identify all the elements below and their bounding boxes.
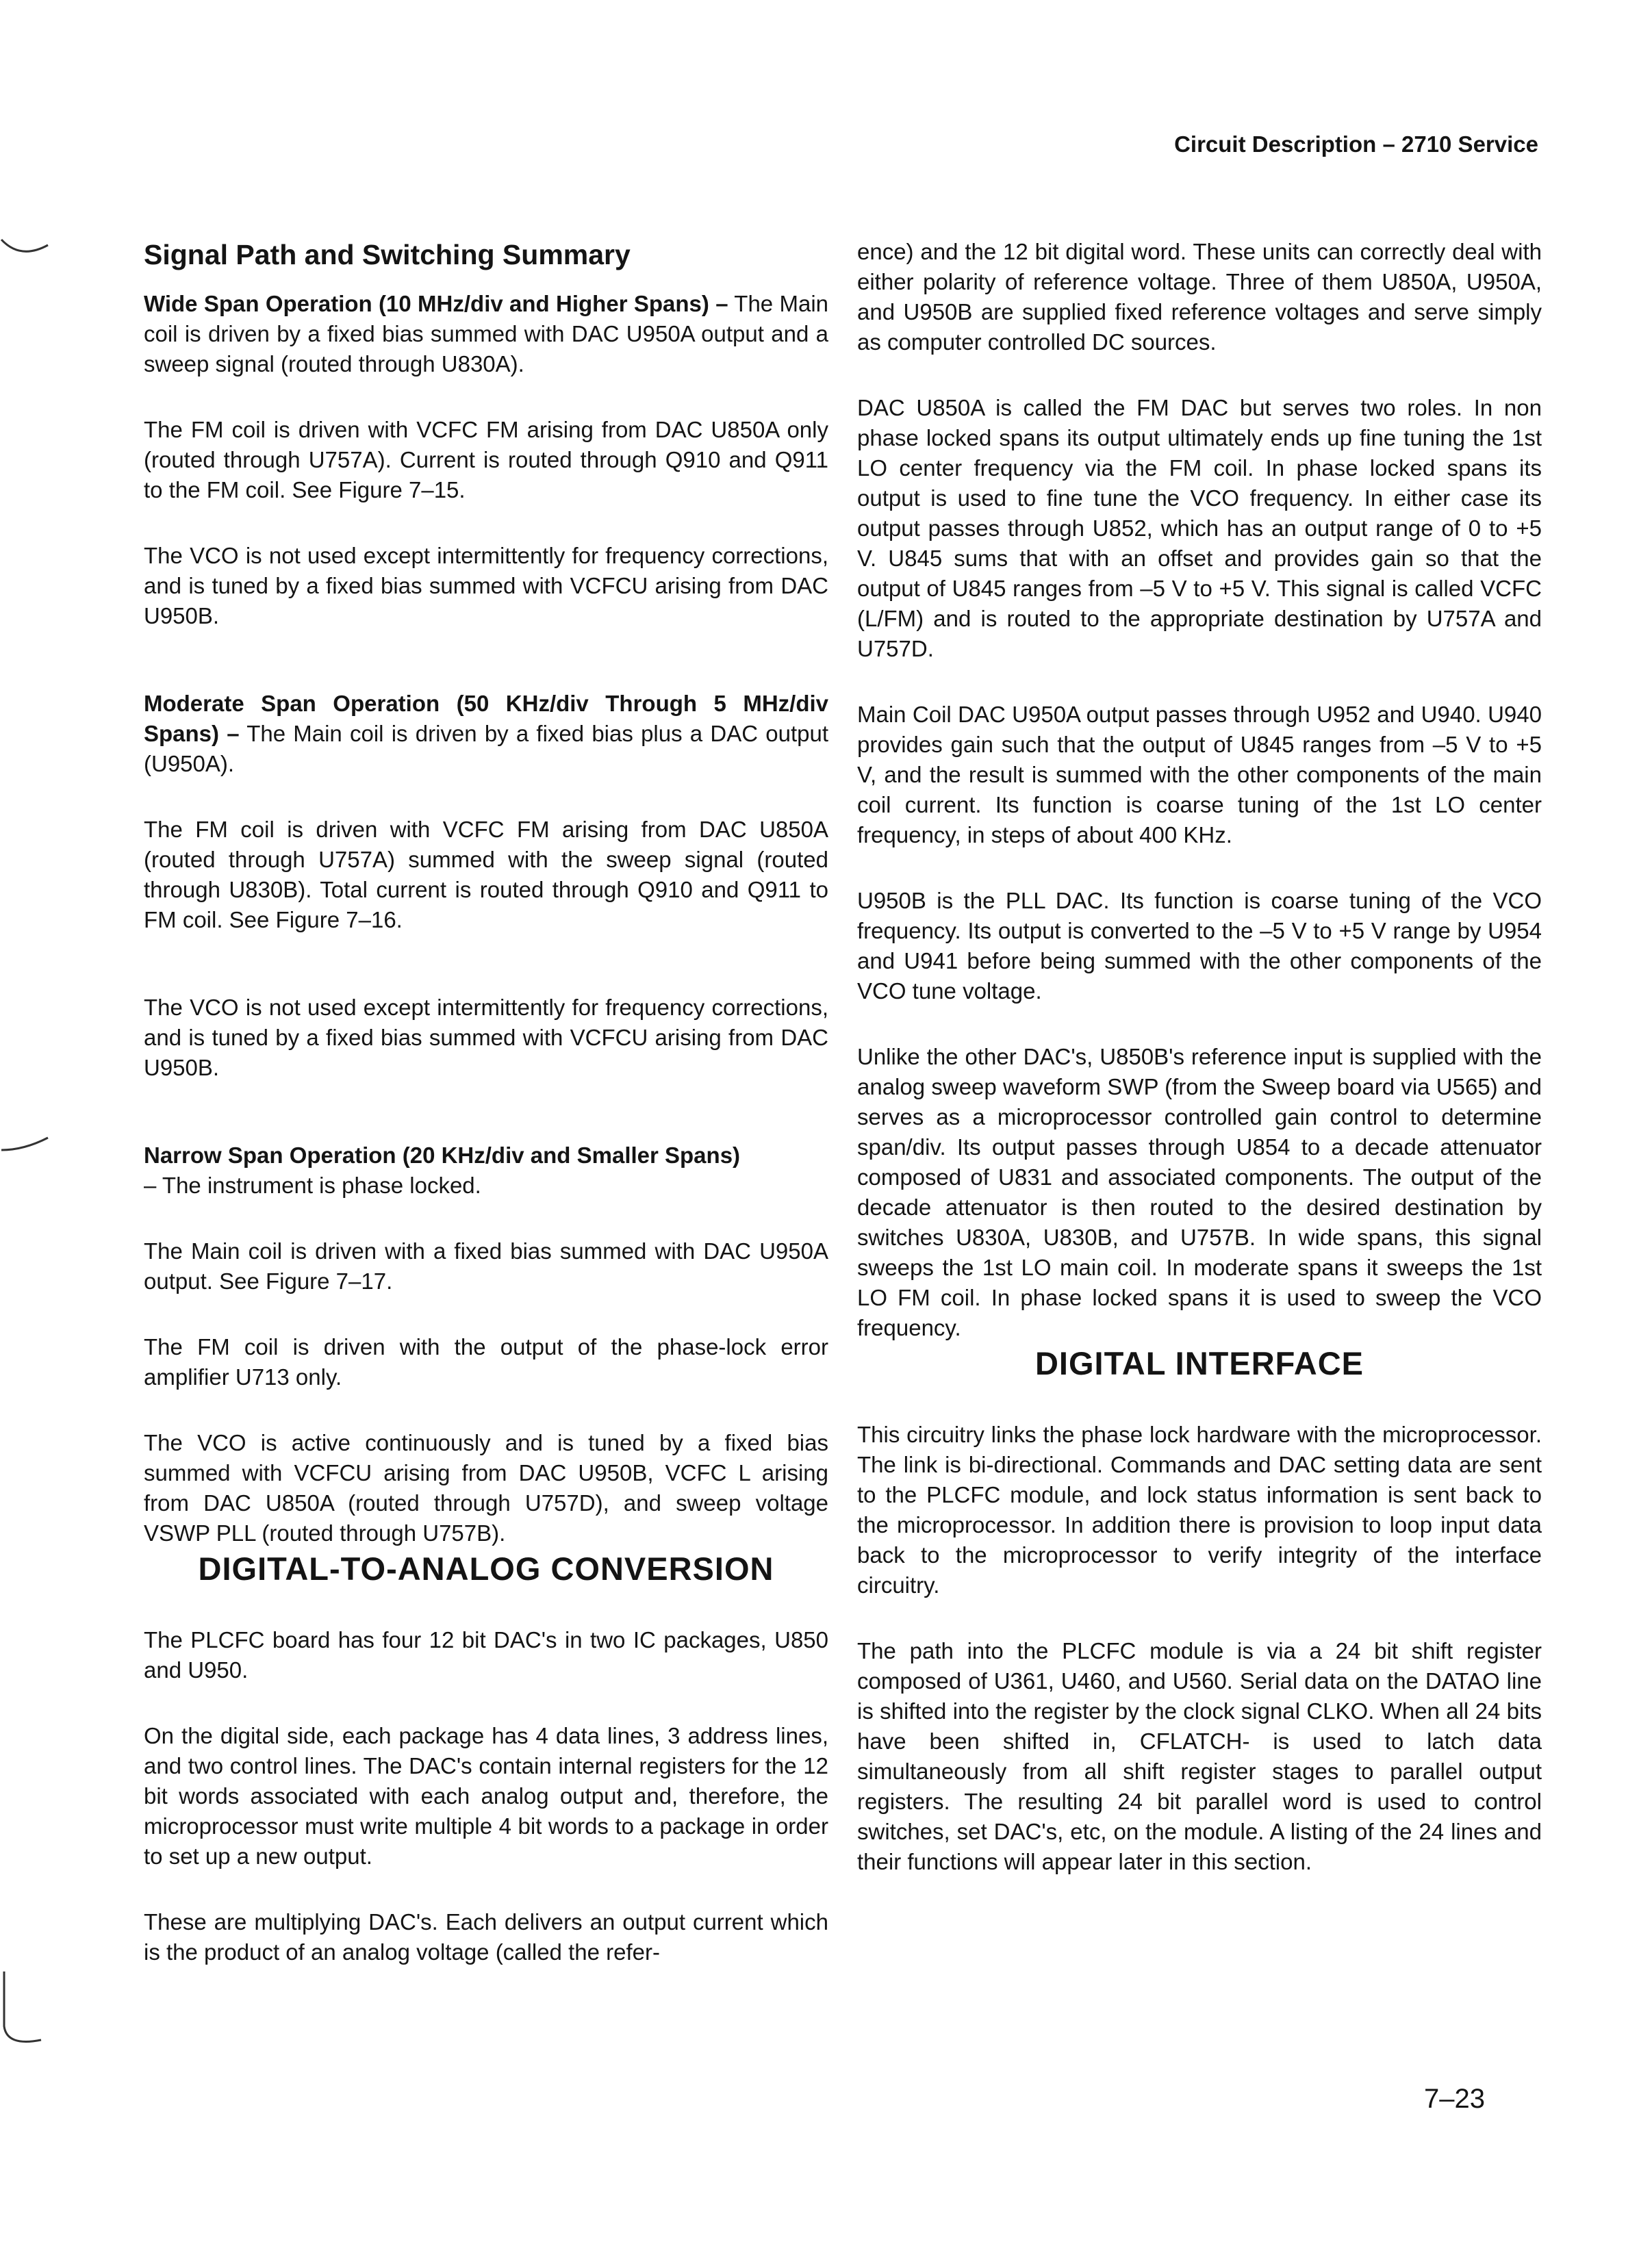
sweep-dac-paragraph: Unlike the other DAC's, U850B's reference input is supplied with the analog sweep waveform SWP (from the Sweep board via U565) and serves as a microprocessor controlled gain control to determine span/div. Its output passes through U854 to a decade attenuator composed of U831 and associated components. The output of the decade attenuator is then routed to the desired destination by switches U830A, U830B, and U757B. In wide spans, this signal sweeps the 1st LO main coil. In moderate spans it sweeps the 1st LO FM coil. In phase locked spans it is used to sweep the VCO frequency. [857,1044,1542,1340]
moderate-span-vco-paragraph: The VCO is not used except intermittently for frequency corrections, and is tuned by a fixed bias summed with VCFCU arising from DAC U950B. [144,995,828,1080]
moderate-span-heading: Moderate Span Operation (50 KHz/div Through 5 MHz/div Spans) – [144,691,828,746]
binding-mark-icon [0,1971,55,2054]
narrow-span-main-paragraph: The Main coil is driven with a fixed bias summed with DAC U950A output. See Figure 7–17. [144,1238,828,1294]
digital-interface-paragraph-1: This circuitry links the phase lock hardware with the microprocessor. The link is bi-directional. Commands and DAC setting data are sent to the PLCFC module, and lock status information is sent back to the microprocessor. In addition there is provision to loop input data back to the microprocessor to verify integrity of the interface circuitry. [857,1422,1542,1598]
wide-span-fm-paragraph: The FM coil is driven with VCFC FM arising from DAC U850A only (routed through U757A). Current is routed through Q910 and Q911 to the FM coil. See Figure 7–15. [144,417,828,502]
binding-mark-icon [0,226,55,281]
narrow-span-fm-paragraph: The FM coil is driven with the output of the phase-lock error amplifier U713 only. [144,1334,828,1390]
right-column [857,237,1542,1877]
running-header: Circuit Description – 2710 Service [1174,131,1538,157]
page-number: 7–23 [1424,2084,1485,2114]
narrow-span-heading: Narrow Span Operation (20 KHz/div and Smaller Spans) [144,1143,741,1168]
section-title-digital-interface: DIGITAL INTERFACE [1034,1345,1364,1381]
section-title-dac: DIGITAL-TO-ANALOG CONVERSION [198,1550,774,1587]
fm-dac-paragraph: DAC U850A is called the FM DAC but serves two roles. In non phase locked spans its output ultimately ends up fine tuning the 1st LO center frequency via the FM coil. In phase locked spans its output is used to fine tune the VCO frequency. In either case its output passes through U852, which has an output range of 0 to +5 V. U845 sums that with an offset and provides gain so that the output of U845 ranges from –5 V to +5 V. This signal is called VCFC (L/FM) and is routed to the appropriate destination by U757A and U757D. [857,395,1542,661]
moderate-span-text: The Main coil is driven by a fixed bias plus a DAC output (U950A). [144,721,828,776]
digital-interface-paragraph-2: The path into the PLCFC module is via a 24 bit shift register composed of U361, U460, and U560. Serial data on the DATAO line is shifted into the register by the clock signal CLKO. When all 24 bits have been shifted in, CFLATCH- is used to latch data simultaneously from all shift register stages to parallel output registers. The resulting 24 bit parallel word is used to control switches, set DAC's, etc, on the module. A listing of the 24 lines and their functions will appear later in this section. [857,1638,1542,1874]
dac-paragraph-4: ence) and the 12 bit digital word. These units can correctly deal with either polarity of reference voltage. Three of them U850A, U950A, and U950B are supplied fixed reference voltages and serve simply as computer controlled DC sources. [857,239,1542,355]
narrow-span-vco-paragraph: The VCO is active continuously and is tuned by a fixed bias summed with VCFCU arising from DAC U950B, VCFC L arising from DAC U850A (routed through U757D), and sweep voltage VSWP PLL (routed through U757B). [144,1430,828,1546]
dac-paragraph-3: These are multiplying DAC's. Each delivers an output current which is the product of an analog voltage (called the refer- [144,1909,828,1965]
wide-span-heading: Wide Span Operation (10 MHz/div and Higher Spans) – [144,291,728,316]
section-title-signal-path: Signal Path and Switching Summary [144,239,631,270]
main-coil-dac-paragraph: Main Coil DAC U950A output passes through U952 and U940. U940 provides gain such that the output of U845 ranges from –5 V to +5 V, and the result is summed with the other components of the main coil current. Its function is coarse tuning of the 1st LO center frequency, in steps of about 400 KHz. [857,702,1542,847]
wide-span-paragraph [144,289,828,379]
narrow-span-text: – The instrument is phase locked. [144,1173,481,1198]
moderate-span-fm-paragraph: The FM coil is driven with VCFC FM arising from DAC U850A (routed through U757A) summed with the sweep signal (routed through U830B). Total current is routed through Q910 and Q911 to FM coil. See Figure 7–16. [144,817,828,932]
wide-span-text: The Main coil is driven by a fixed bias summed with DAC U950A output and a sweep signal (routed through U830A). [144,291,829,376]
dac-paragraph-1: The PLCFC board has four 12 bit DAC's in two IC packages, U850 and U950. [144,1627,828,1683]
narrow-span-paragraph [144,1140,828,1201]
dac-paragraph-2: On the digital side, each package has 4 data lines, 3 address lines, and two control lines. The DAC's contain internal registers for the 12 bit words associated with each analog output and, therefore, the microprocessor must write multiple 4 bit words to a package in order to set up a new output. [144,1723,828,1869]
binding-mark-icon [0,1123,55,1177]
left-column [144,237,828,1967]
wide-span-vco-paragraph: The VCO is not used except intermittently for frequency corrections, and is tuned by a fixed bias summed with VCFCU arising from DAC U950B. [144,543,828,628]
moderate-span-paragraph [144,689,828,779]
pll-dac-paragraph: U950B is the PLL DAC. Its function is coarse tuning of the VCO frequency. Its output is converted to the –5 V to +5 V range by U954 and U941 before being summed with the other components of the VCO tune voltage. [857,888,1542,1004]
